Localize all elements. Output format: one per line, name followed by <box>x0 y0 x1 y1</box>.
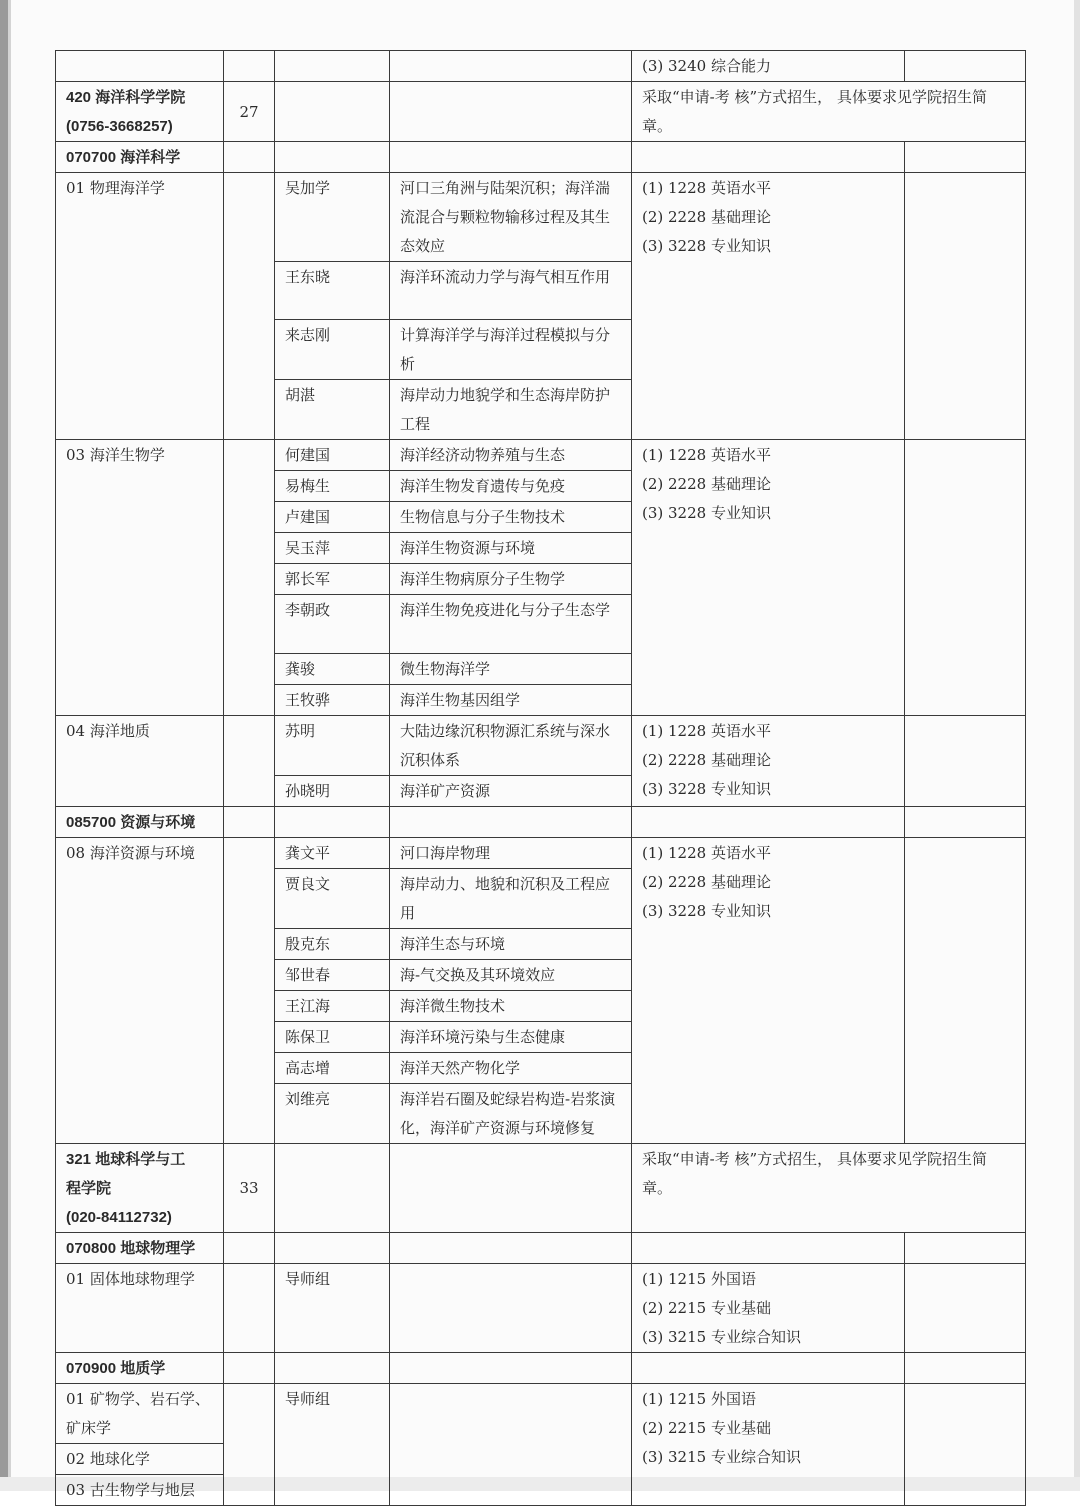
advisor-name: 孙晓明 <box>275 776 390 807</box>
research-field: 海洋岩石圈及蛇绿岩构造-岩浆演化，海洋矿产资源与环境修复 <box>390 1084 632 1144</box>
exam-cell <box>632 838 905 1144</box>
page-shadow <box>8 0 11 1491</box>
school-cell <box>56 1144 224 1233</box>
research-field: 海洋天然产物化学 <box>390 1053 632 1084</box>
major-name: 070800 地球物理学 <box>56 1233 224 1264</box>
research-field: 海洋生物资源与环境 <box>390 533 632 564</box>
page-binding-edge <box>0 0 8 1491</box>
major-name: 085700 资源与环境 <box>56 807 224 838</box>
exam-item: (1) 1228 英语水平 <box>642 179 771 197</box>
major-row <box>56 142 1026 173</box>
research-field: 海洋经济动物养殖与生态 <box>390 440 632 471</box>
direction-cell <box>56 1384 224 1444</box>
research-field: 大陆边缘沉积物源汇系统与深水沉积体系 <box>390 716 632 776</box>
direction-cell: 08 海洋资源与环境 <box>56 838 224 1144</box>
table-row <box>56 716 1026 776</box>
exam-cell <box>632 51 905 82</box>
page-right-margin <box>1074 0 1080 1491</box>
admission-note: 采取“申请-考 核”方式招生， 具体要求见学院招生简章。 <box>632 1144 1026 1233</box>
exam-cell <box>632 1384 905 1506</box>
school-cell <box>56 82 224 142</box>
research-field: 河口三角洲与陆架沉积；海洋湍流混合与颗粒物输移过程及其生态效应 <box>390 173 632 262</box>
admission-note: 采取“申请-考 核”方式招生， 具体要求见学院招生简章。 <box>632 82 1026 142</box>
table-row <box>56 51 1026 82</box>
major-row <box>56 1353 1026 1384</box>
table-row <box>56 173 1026 262</box>
exam-cell <box>632 173 905 440</box>
exam-item: (1) 1215 外国语 <box>642 1270 756 1288</box>
advisor-name: 导师组 <box>275 1264 390 1353</box>
exam-cell <box>632 716 905 807</box>
advisor-name: 卢建国 <box>275 502 390 533</box>
table-row <box>56 838 1026 869</box>
advisor-name: 陈保卫 <box>275 1022 390 1053</box>
advisor-name: 何建国 <box>275 440 390 471</box>
exam-item: (3) 3215 专业综合知识 <box>642 1328 801 1346</box>
major-row <box>56 1233 1026 1264</box>
exam-cell <box>632 440 905 716</box>
advisor-name: 王牧骅 <box>275 685 390 716</box>
exam-item: (1) 1228 英语水平 <box>642 446 771 464</box>
research-field: 海岸动力、地貌和沉积及工程应用 <box>390 869 632 929</box>
exam-item: (1) 1215 外国语 <box>642 1390 756 1408</box>
research-field: 海洋生物免疫进化与分子生态学 <box>390 595 632 654</box>
advisor-name: 龚骏 <box>275 654 390 685</box>
advisor-name: 来志刚 <box>275 320 390 380</box>
school-phone: (020-84112732) <box>66 1209 172 1226</box>
exam-item: (2) 2228 基础理论 <box>642 208 771 226</box>
research-field: 海洋生物病原分子生物学 <box>390 564 632 595</box>
direction-cell: 01 固体地球物理学 <box>56 1264 224 1353</box>
exam-item: (3) 3240 综合能力 <box>642 57 771 75</box>
advisor-name: 贾良文 <box>275 869 390 929</box>
exam-item: (1) 1228 英语水平 <box>642 844 771 862</box>
research-field: 海洋生物发育遗传与免疫 <box>390 471 632 502</box>
advisor-name: 吴玉萍 <box>275 533 390 564</box>
research-field: 计算海洋学与海洋过程模拟与分析 <box>390 320 632 380</box>
school-name-cont: 程学院 <box>66 1180 112 1197</box>
advisor-name: 李朝政 <box>275 595 390 654</box>
exam-item: (3) 3228 专业知识 <box>642 504 771 522</box>
research-field: 海洋生物基因组学 <box>390 685 632 716</box>
advisor-name: 郭长军 <box>275 564 390 595</box>
advisor-name: 吴加学 <box>275 173 390 262</box>
research-field: 海洋微生物技术 <box>390 991 632 1022</box>
admissions-table <box>55 50 1026 1506</box>
exam-item: (1) 1228 英语水平 <box>642 722 771 740</box>
exam-item: (2) 2215 专业基础 <box>642 1299 771 1317</box>
school-row <box>56 1144 1026 1233</box>
research-field: 海洋矿产资源 <box>390 776 632 807</box>
advisor-name: 王江海 <box>275 991 390 1022</box>
school-phone: (0756-3668257) <box>66 118 173 135</box>
advisor-name: 高志增 <box>275 1053 390 1084</box>
direction-cell: 04 海洋地质 <box>56 716 224 807</box>
research-field: 海洋环境污染与生态健康 <box>390 1022 632 1053</box>
exam-item: (3) 3228 专业知识 <box>642 780 771 798</box>
direction-label: 01 矿物学、岩石学、 <box>66 1390 210 1408</box>
research-field: 微生物海洋学 <box>390 654 632 685</box>
direction-label-cont: 矿床学 <box>66 1419 112 1437</box>
exam-item: (2) 2215 专业基础 <box>642 1419 771 1437</box>
major-row <box>56 807 1026 838</box>
exam-item: (3) 3215 专业综合知识 <box>642 1448 801 1466</box>
school-name: 420 海洋科学学院 <box>66 89 186 106</box>
exam-cell <box>632 1264 905 1353</box>
direction-cell: 01 物理海洋学 <box>56 173 224 440</box>
exam-item: (3) 3228 专业知识 <box>642 237 771 255</box>
research-field: 海-气交换及其环境效应 <box>390 960 632 991</box>
advisor-name: 殷克东 <box>275 929 390 960</box>
school-name: 321 地球科学与工 <box>66 1151 186 1168</box>
advisor-name: 邹世春 <box>275 960 390 991</box>
school-row <box>56 82 1026 142</box>
advisor-name: 龚文平 <box>275 838 390 869</box>
exam-item: (2) 2228 基础理论 <box>642 475 771 493</box>
major-name: 070900 地质学 <box>56 1353 224 1384</box>
advisor-name: 苏明 <box>275 716 390 776</box>
advisor-name: 王东晓 <box>275 262 390 320</box>
direction-cell: 03 海洋生物学 <box>56 440 224 716</box>
quota-cell: 27 <box>224 82 275 142</box>
exam-item: (3) 3228 专业知识 <box>642 902 771 920</box>
table-row <box>56 440 1026 471</box>
research-field: 海洋环流动力学与海气相互作用 <box>390 262 632 320</box>
advisor-name: 导师组 <box>275 1384 390 1506</box>
quota-cell: 33 <box>224 1144 275 1233</box>
research-field: 海洋生态与环境 <box>390 929 632 960</box>
advisor-name: 刘维亮 <box>275 1084 390 1144</box>
table-row <box>56 1384 1026 1444</box>
research-field: 海岸动力地貌学和生态海岸防护工程 <box>390 380 632 440</box>
advisor-name: 易梅生 <box>275 471 390 502</box>
table-row <box>56 1264 1026 1353</box>
advisor-name: 胡湛 <box>275 380 390 440</box>
major-name: 070700 海洋科学 <box>56 142 224 173</box>
exam-item: (2) 2228 基础理论 <box>642 873 771 891</box>
direction-cell: 02 地球化学 <box>56 1444 224 1475</box>
research-field: 生物信息与分子生物技术 <box>390 502 632 533</box>
direction-cell: 03 古生物学与地层 <box>56 1475 224 1506</box>
exam-item: (2) 2228 基础理论 <box>642 751 771 769</box>
research-field: 河口海岸物理 <box>390 838 632 869</box>
